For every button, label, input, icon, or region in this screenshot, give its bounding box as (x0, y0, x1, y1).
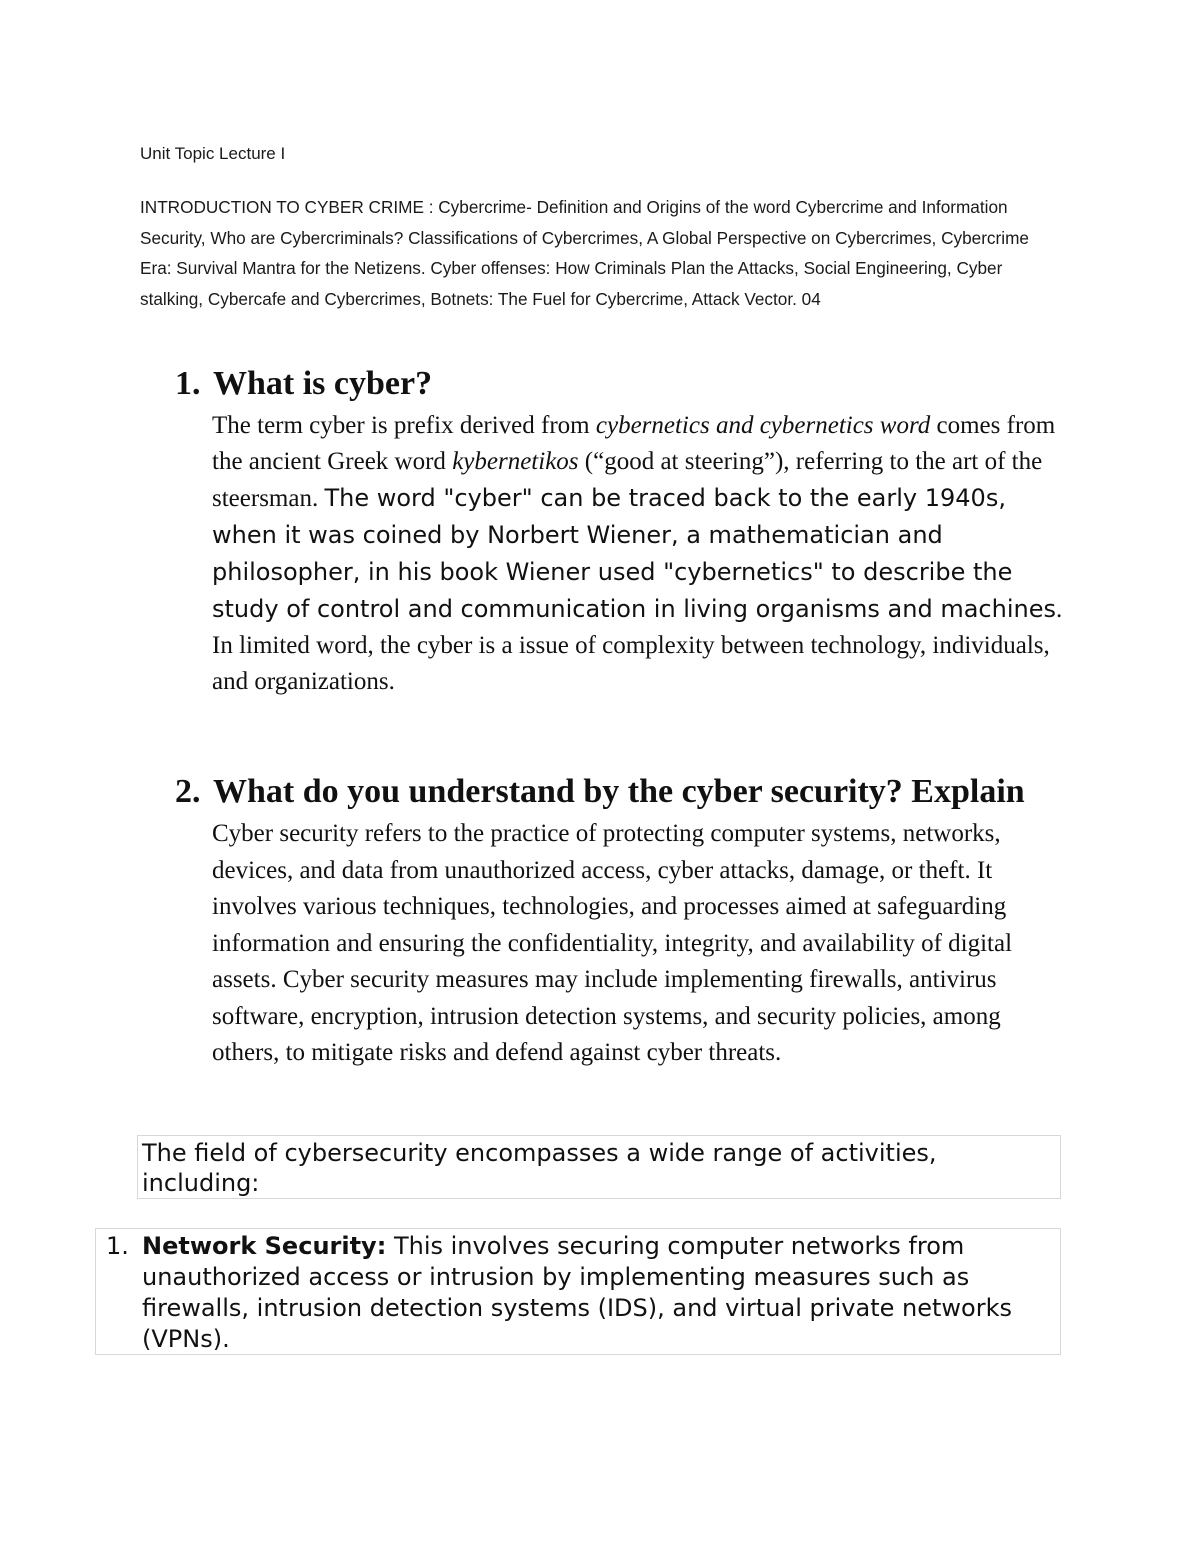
network-security-text: This involves securing computer networks from unauthorized access or intrusion by implementing measures such as firewalls, intrusion detection systems (IDS), and virtual private networks (VPNs). (142, 1232, 1012, 1353)
question-2-number: 2. (175, 773, 201, 810)
answer-1-part1: The term cyber is prefix derived from (212, 412, 596, 439)
question-1-number: 1. (175, 365, 201, 402)
syllabus-intro: INTRODUCTION TO CYBER CRIME : Cybercrime- Definition and Origins of the word Cybercrime and Information Security, Who are Cybercriminals? Classifications of Cybercrimes, A Global Perspective on Cybercrimes, Cybercrime Era: Survival Mantra for the Netizens. Cyber offenses: How Criminals Plan the Attacks, Social Engineering, Cyber stalking, Cybercafe and Cybercrimes, Botnets: The Fuel for Cybercrime, Attack Vector. 04 (140, 197, 1029, 309)
answer-1-sans-part: The word "cyber" can be traced back to the early 1940s, when it was coined by Norbert Wiener, a mathematician and philosopher, in his book Wiener used "cybernetics" to describe the study of control and communication in living organisms and machines (212, 484, 1056, 623)
answer-1-italic2: kybernetikos (452, 448, 579, 475)
question-2-title: What do you understand by the cyber security? Explain (213, 773, 1025, 810)
network-security-list-box (95, 1228, 1061, 1355)
answer-1-part3: (“good at steering”), referring to the art of the steersman. (212, 448, 1043, 512)
answer-1-part2: comes from the ancient Greek word (212, 412, 1056, 475)
question-1-title: What is cyber? (213, 365, 433, 402)
field-intro-box (137, 1135, 1061, 1199)
question-2-heading (175, 772, 1025, 812)
list-item (142, 1231, 1056, 1355)
question-1-answer (212, 408, 1072, 700)
list-item-number: 1. (106, 1232, 129, 1260)
question-1-heading (175, 364, 432, 404)
answer-1-italic1: cybernetics and cybernetics word (595, 412, 931, 439)
network-security-label: Network Security: (142, 1232, 387, 1260)
question-2-answer: Cyber security refers to the practice of protecting computer systems, networks, devices, and data from unauthorized access, cyber attacks, damage, or theft. It involves various techniques, technologies, and processes aimed at safeguarding information and ensuring the confidentiality, integrity, and availability of digital assets. Cyber security measures may include implementing firewalls, antivirus software, encryption, intrusion detection systems, and security policies, among others, to mitigate risks and defend against cyber threats. (212, 820, 1013, 1066)
field-intro-text: The field of cybersecurity encompasses a wide range of activities, including: (142, 1139, 937, 1197)
unit-topic-line: Unit Topic Lecture I (140, 144, 286, 163)
answer-1-part4: . In limited word, the cyber is a issue of complexity between technology, individuals, and organizations. (212, 596, 1063, 695)
